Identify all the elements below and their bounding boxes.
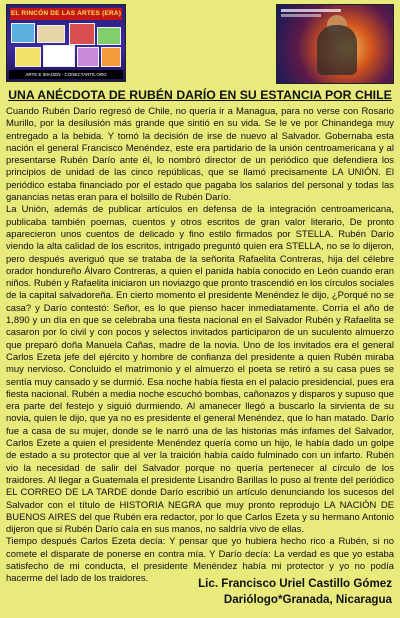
article-title: UNA ANÉCDOTA DE RUBÉN DARÍO EN SU ESTANCIA POR CHILE [8, 88, 392, 102]
logo-thumbnails [11, 23, 121, 69]
author-name: Lic. Francisco Uriel Castillo Gómez [198, 577, 392, 590]
logo-thumbnail [43, 45, 75, 67]
portrait-figure [317, 25, 357, 75]
logo-footer-text: ARTE E IMAGEN - CONECTARTE.ORG [9, 70, 123, 79]
image-caption-line [281, 14, 321, 17]
header [0, 0, 400, 88]
author-signature [198, 576, 392, 608]
logo-banner-text: EL RINCÓN DE LAS ARTES (ERA) [10, 8, 122, 20]
article-paragraph: La Unión, además de publicar artículos en defensa de la integración centroamericana, publicaba también poemas, cuentos y otros escritos de gran valor literario, De pronto aparecieron unos cuentos de delicado y fino estilo firmados por STELLA. Rubén Darío viendo la alta calidad de los escritos, intrigado preguntó quien era STELLA, no se lo dijeron, pero después averiguó que se trataba de la señorita Rafaelita Contreras, hija del célebre orador hondureño Álvaro Contreras, a quien el panida había conocido en León cuando eran niños. Rubén y Rafaelita iniciaron un noviazgo que pronto trascendió en los círculos sociales de la capital salvadoreña. En cierto momento el presidente Menéndez le dijo, ¿Porqué no se casa? y Darío contestó: Señor, es lo que pienso hacer inmediatamente. Corría el año de 1,890 y un día en que se celebraba una fiesta nacional en el Salvador Rubén y Rafaelita se casaron por lo civil y con pocos y selectos invitados participaron de un suculento almuerzo que preparó doña Manuela Cañas, madre de la novia. Uno de los invitados era el general Carlos Ezeta jefe del ejército y hombre de confianza del presidente a quien Rubén miraba muy nervioso. Concluido el matrimonio y el almuerzo el poeta se retiró a su casa pues se sentía muy cansado y se durmió. Esa noche había fiesta en el palacio presidencial, pues era fiesta nacional. Rubén a media noche escuchó bombas, cañonazos y disparos y supuso que era parte del festejo y siguió durmiendo. Al amanecer llegó a buscarlo la sirvienta de su novia, quien le dijo, que ya no es presidente el general Menéndez, que lo han matado. Darío fue a casa de su mujer, donde se le narró una de las historias más infames del Salvador, Carlos Ezete a quien el presidente Menéndez quería como un hijo, le había dado un golpe de estado a su protector que al ver la traición había caído fulminado con un infarto. Rubén vio la necesidad de salir del Salvador porque no quería pertenecer al círculo de los traidores. Al llegar a Guatemala el presidente Lisandro Barillas lo puso al frente del periódico EL CORREO DE LA TARDE donde Darío escribió un artículo denunciando los sucesos del Salvador con el título de HISTORIA NEGRA que muy pronto reprodujo LA NACIÓN DE BUENOS AIRES del que Rubén era redactor, por lo que Carlos Ezeta y su hermano Antonio dijeron que si Rubén Darío caía en sus manos, no saldría vivo de ellas. [6, 204, 394, 536]
author-title-location: Dariólogo*Granada, Nicaragua [223, 593, 392, 606]
logo-thumbnail [101, 47, 121, 67]
article-body [6, 106, 394, 586]
logo-thumbnail [15, 47, 41, 67]
article-paragraph: Cuando Rubén Darío regresó de Chile, no quería ir a Managua, para no verse con Rosario Murillo, por la desilusión más grande que sintió en su vida. Se le ve por Chinandega muy entregado a la bebida. Y tomó la decisión de irse de nuevo al Salvador. Gobernaba esta nación el general Francisco Menéndez, este era partidario de la unión centroamericana y al presentarse Rubén Darío ante él, lo nombró director de un periódico que defendiera los principios de unidad de las cinco repúblicas, que se llamó precisamente LA UNIÓN. El periódico estaba financiado por el estado que pagaba los salarios del personal y todas las ganancias netas eran para el bolsillo de Rubén Darío. [6, 106, 394, 204]
article-paragraph: Tiempo después Carlos Ezeta decía: Y pensar que yo hubiera hecho rico a Rubén, si no comete el disparate de ponerse en contra mía. Y Darío decía: La verdad es que yo estaba satisfecho de mi conducta, el presidente Menéndez había mi protector y yo no podía hacerme del lado de los traidores. [6, 536, 394, 585]
image-caption-line [281, 9, 341, 12]
logo-thumbnail [69, 23, 95, 45]
logo-thumbnail [37, 25, 65, 43]
el-rincon-de-las-artes-logo [6, 4, 126, 82]
logo-thumbnail [97, 27, 121, 45]
ruben-dario-portrait-image [276, 4, 394, 84]
logo-thumbnail [11, 23, 35, 43]
logo-thumbnail [77, 47, 99, 67]
